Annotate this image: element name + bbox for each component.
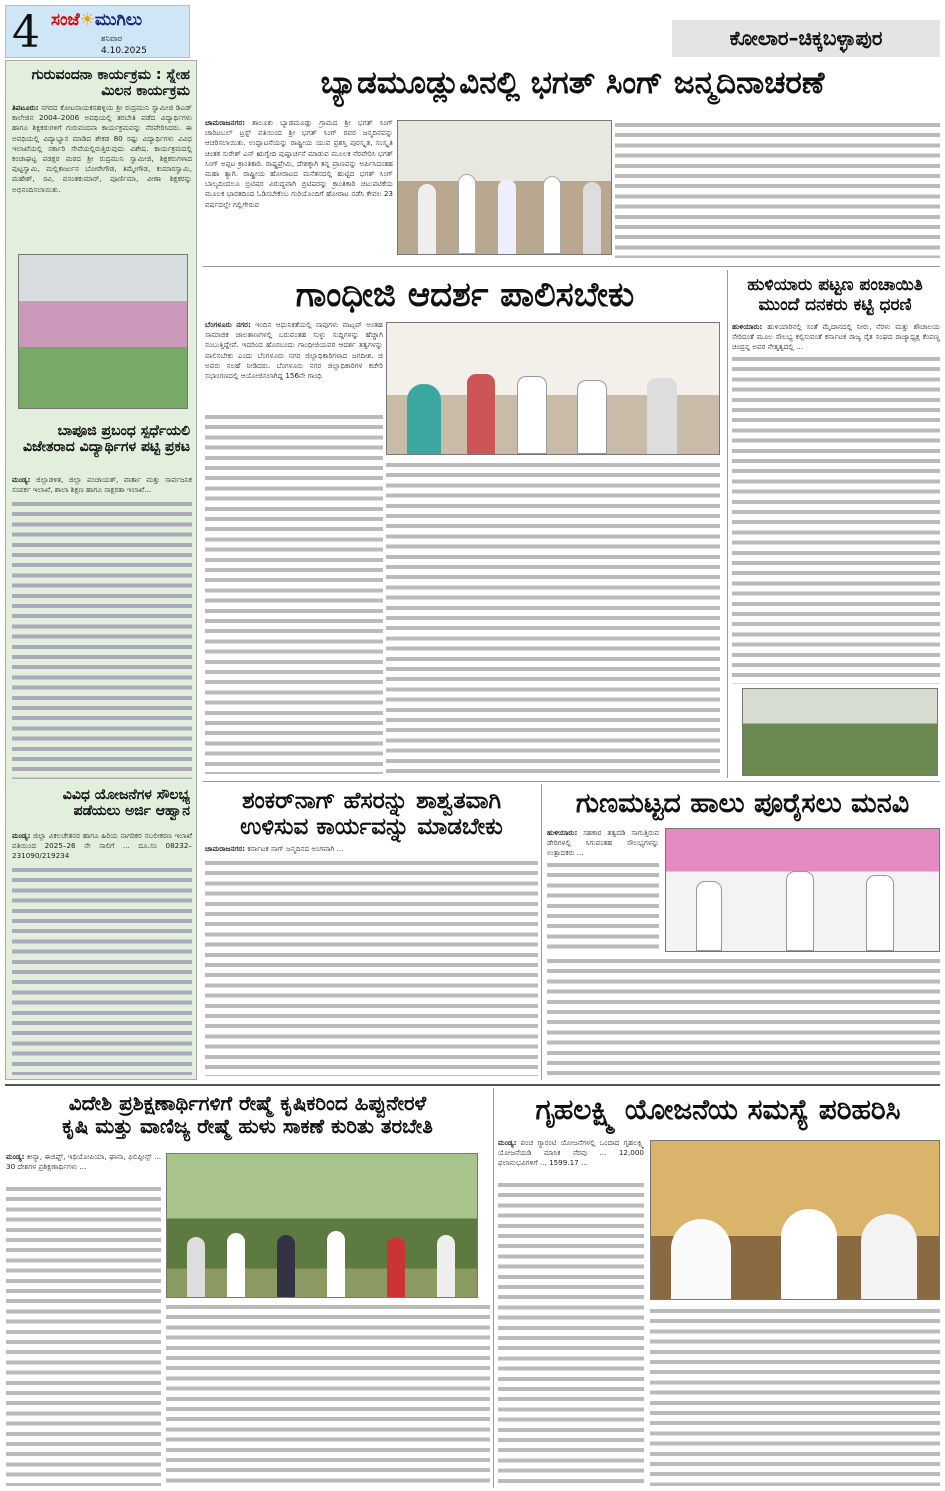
text-block [12, 865, 192, 1075]
text-block [615, 120, 940, 258]
text-block [205, 858, 538, 1076]
masthead-logo [5, 5, 190, 58]
article-body: ಮಂಡ್ಯ: ಜಿಲ್ಲಾ ವಿಕಲಚೇತನರ ಹಾಗೂ ಹಿರಿಯ ನಾಗರಿಕರ ಸಬಲೀಕರಣ ಇಲಾಖೆ ವತಿಯಿಂದ 2025–26 ನೇ ಸಾಲಿಗೆ ... ದೂ.ಸಂ 08232–231090/219234 [12, 831, 192, 861]
news-photo [665, 828, 940, 952]
article-body: ಮಂಡ್ಯ: ಜಿಲ್ಲಾಡಳಿತ, ಜಿಲ್ಲಾ ಪಂಚಾಯತ್, ವಾರ್ತಾ ಮತ್ತು ಸಾರ್ವಜನಿಕ ಸಂಪರ್ಕ ಇಲಾಖೆ, ಶಾಲಾ ಶಿಕ್ಷಣ ಹಾಗೂ ಸಾಕ್ಷರತಾ ಇಲಾಖೆ... [12, 475, 192, 495]
news-photo [742, 688, 938, 776]
sidebar [5, 60, 197, 1080]
headline: ಗಾಂಧೀಜಿ ಆದರ್ಶ ಪಾಲಿಸಬೇಕು [295, 275, 635, 315]
issue-date: 4.10.2025 [101, 46, 147, 56]
issue-day: ಶನಿವಾರ [101, 34, 123, 43]
text-block [732, 354, 940, 684]
article-body: ತಿಪಟೂರು: ನಗರದ ಕೋಟನಾಯಕನಹಳ್ಳಿಯ ಶ್ರೀ ರುದ್ರಮುನಿ ಸ್ವಾಮೀಜಿ ಡಿಎಡ್ ಕಾಲೇಜಿನ 2004–2006 ಅವಧಿಯಲ್ಲಿ ತರಬೇತಿ ಪಡೆದ ವಿದ್ಯಾರ್ಥಿಗಳು ಹಾಗೂ ಶಿಕ್ಷಕರುಗಳಿಗೆ ಗುರುವಂದನಾ ಕಾರ್ಯಕ್ರಮವನ್ನು ನೆರವೇರಿಸಿದರು. ಈ ಅವಧಿಯಲ್ಲಿ ವಿದ್ಯಾಭ್ಯಾಸ ಮಾಡಿದ ಶೇಕಡ 80 ರಷ್ಟು ವಿದ್ಯಾರ್ಥಿಗಳು ವಿವಿಧ ಇಲಾಖೆಯಲ್ಲಿ ಸರ್ಕಾರಿ ಸೇವೆಯಲ್ಲಿರುತ್ತಿರುವುದು ವಿಶೇಷ. ಕಾರ್ಯಕ್ರಮದಲ್ಲಿ ಕಂಚಾಘಟ್ಟ ಪಡಕ್ಷರ ಮಠದ ಶ್ರೀ ರುದ್ರಮುನಿ ಸ್ವಾಮೀಜಿ, ಶಿಕ್ಷಕರುಗಳಾದ ಪುಟ್ಟಸ್ವಾಮಿ, ಮಲ್ಲಿಕಾರ್ಜುನ ಬೋರೇಗೌಡ, ತಿಮ್ಮೇಗೌಡ, ಕುಮಾರಸ್ವಾಮಿ, ಮಹೇಶ್, ರವಿ, ವಸಂತಕುಮಾರ್, ಪೂರ್ಣಿಮಾ, ವೀಣಾ ಶಿಕ್ಷಕರನ್ನು ಅಭಿನಂದಿಸಲಾಯಿತು. [12, 103, 192, 194]
text-block [547, 956, 940, 1076]
article-body: ಬೆಂಗಳೂರು ನಗರ: ಇಂದಿನ ಆಧುನಿಕತೆಯಲ್ಲಿ ನಾವುಗಳು ವಾಟ್ಸಪ್ ಅಂತಹ ಸಾಮಾಜಿಕ ಜಾಲತಾಣಗಳಲ್ಲಿ ಬರುವಂತಹ ಸುಳ್ಳು ಸುದ್ದಿಗಳನ್ನು ಹೆಚ್ಚಾಗಿ ನಂಬುತ್ತಿದ್ದೇವೆ. ಇದರಿಂದ ಹೊರಬಂದು ಗಾಂಧೀಜಿಯವರ ಆದರ್ಶ ತತ್ವಗಳನ್ನು ಪಾಲಿಸಬೇಕು ಎಂದು ಬೆಂಗಳೂರು ನಗರ ಜಿಲ್ಲಾಧಿಕಾರಿಗಳಾದ ಜಗದೀಶ. ಜಿ ಅವರು ಸಲಹೆ ನೀಡಿದರು. ಬೆಂಗಳೂರು ನಗರ ಜಿಲ್ಲಾಧಿಕಾರಿಗಳ ಕಚೇರಿ ಸಭಾಂಗಣದಲ್ಲಿ ಆಯೋಜಿಸಲಾಗಿದ್ದ 156ನೇ ಗಾಂಧಿ [205, 320, 383, 381]
text-block [205, 412, 383, 774]
news-photo [397, 120, 612, 255]
section-title: ಕೋಲಾರ–ಚಿಕ್ಕಬಳ್ಳಾಪುರ [672, 20, 940, 57]
news-photo [650, 1140, 940, 1300]
article-body: ಮಂಡ್ಯ: ಪಂಚ ಗ್ಯಾರಂಟಿ ಯೋಜನೆಗಳಲ್ಲಿ ಒಂದಾದ ಗೃಹಲಕ್ಷ್ಮಿ ಯೋಜನೆಯಡಿ ಮಾಸಿಕ ನೆರವು ... 12,000 ಫಲಾನುಭವಿಗಳಿಗೆ ... 1599.17 ... [498, 1138, 644, 1168]
headline: ಗುರುವಂದನಾ ಕಾರ್ಯಕ್ರಮ : ಸ್ನೇಹ ಮಿಲನ ಕಾರ್ಯಕ್ರಮ [31, 67, 190, 100]
news-photo [18, 254, 188, 409]
text-block [6, 1184, 161, 1486]
text-block [547, 860, 659, 952]
headline: ವಿದೇಶಿ ಪ್ರಶಿಕ್ಷಣಾರ್ಥಿಗಳಿಗೆ ರೇಷ್ಮೆ ಕೃಷಿಕರಿಂದ ಹಿಪ್ಪುನೇರಳೆ ಕೃಷಿ ಮತ್ತು ವಾಣಿಜ್ಯ ರೇಷ್ಮೆ ಹುಳು ಸಾಕಣೆ ಕುರಿತು ತರಬೇತಿ [62, 1091, 433, 1138]
text-block [12, 499, 192, 779]
page-number: 4 [12, 7, 40, 58]
article-body: ಹುಳಿಯಾರು: ಸಹಕಾರ ತತ್ವದಡಿ ಸಾಗುತ್ತಿರುವ ಡೇರಿಗಳಲ್ಲಿ ಸಿಗುವಂತಹ ಸೌಲಭ್ಯಗಳನ್ನು ಉತ್ಪಾದಕರು ... [547, 828, 659, 858]
article-body: ಚಾಮರಾಜನಗರ: ತಾಲೂಕು ಬ್ಯಾಡಮೂಡ್ಲು ಗ್ರಾಮದ ಶ್ರೀ ಭಗತ್ ಸಿಂಗ್ ಚಾರಿಟಬಲ್ ಟ್ರಸ್ಟ್ ವತಿಯಿಂದ ಶ್ರೀ ಭಗತ್ ಸಿಂಗ್ ರವರ ಜನ್ಮದಿನವನ್ನು ಆಚರಿಸಲಾಯಿತು. ಉದ್ಘಾಟನೆಯನ್ನು ರಾಷ್ಟ್ರೀಯ ಯುವ ಪ್ರಶಸ್ತಿ ಪುರಸ್ಕೃತ, ಸಂಸ್ಕೃತಿ ಚಿಂತಕ ಸುರೇಶ್ ಎನ್ ಋಗ್ವೇದಿ ಪುಷ್ಪಾರ್ಚನೆ ಮಾಡುವ ಮೂಲಕ ನೆರವೇರಿಸಿ ಭಗತ್ ಸಿಂಗ್ ಅಪ್ಪಟ ಕ್ರಾಂತಿಕಾರಿ. ರಾಷ್ಟ್ರಪ್ರೇಮಿ, ದೇಶಕ್ಕಾಗಿ ತನ್ನ ಪ್ರಾಣವನ್ನು ಅರ್ಪಿಸಿದಂತಹ ಮಹಾ ತ್ಯಾಗಿ. ರಾಷ್ಟ್ರೀಯ ಹೋರಾಟದ ಮನೆತನದಲ್ಲಿ ಹುಟ್ಟಿದ ಭಗತ್ ಸಿಂಗ್ ಬಾಲ್ಯದಿಂದಲೂ ಬ್ರಿಟಿಷರ ವಿರುದ್ಧವಾಗಿ ಬ್ರಿಟಿಷರನ್ನು ಕ್ರಾಂತಿಕಾರಿ ಚಟುವಟಿಕೆಯ ಮೂಲಕ ಭಾರತದಿಂದ ಓಡಿಸಬೇಕೆಂಬ ಗುರಿಯೊಂದಿಗೆ ಹೋರಾಟ ನಡೆಸಿ ಕೇವಲ 23 ವರ್ಷದಲ್ಲೇ ಗಲ್ಲಿಗೇರುವ [205, 118, 393, 209]
headline: ಶಂಕರ್‌ನಾಗ್ ಹೆಸರನ್ನು ಶಾಶ್ವತವಾಗಿ ಉಳಿಸುವ ಕಾರ್ಯವನ್ನು ಮಾಡಬೇಕು [240, 788, 503, 841]
headline: ಗುಣಮಟ್ಟದ ಹಾಲು ಪೂರೈಸಲು ಮನವಿ [575, 788, 910, 819]
article-body: ಚಾಮರಾಜನಗರ: ಕರ್ನಾಟಕ ನಾಗ್ ಜನ್ಮದಿನದ ಅಂಗವಾಗಿ ... [205, 844, 344, 853]
article-body: ಹುಳಿಯಾರು: ಹುಳಿಯಾರಿನಲ್ಲಿ ಸಂತೆ ಮೈದಾನದಲ್ಲಿ ನೀರು, ನೆರಳು ಮತ್ತು ಶೌಚಾಲಯ ಸೇರಿದಂತೆ ಮೂಲ ಸೌಲಭ್ಯ ಕಲ್ಪಿಸುವಂತೆ ಕರ್ನಾಟಕ ರಾಜ್ಯ ರೈತ ಸಂಘದ ರಾಜ್ಯಾಧ್ಯಕ್ಷ ಕೆಂಪಣ್ಣ ಚಿಂದ್ರನ್ನ ಅವರ ನೇತೃತ್ವದಲ್ಲಿ ... [732, 322, 940, 352]
newspaper-name: ಸಂಜೆ☀ಮುಗಿಲು [51, 10, 143, 30]
headline: ಹುಳಿಯಾರು ಪಟ್ಟಣ ಪಂಚಾಯಿತಿ ಮುಂದೆ ದನಕರು ಕಟ್ಟಿ ಧರಣಿ [747, 275, 923, 315]
headline: ಬಾಪೂಜಿ ಪ್ರಬಂಧ ಸ್ಪರ್ಧೆಯಲಿ ವಿಜೇತರಾದ ವಿದ್ಯಾರ್ಥಿಗಳ ಪಟ್ಟಿ ಪ್ರಕಟ [22, 423, 190, 456]
headline: ಗೃಹಲಕ್ಷ್ಮಿ ಯೋಜನೆಯ ಸಮಸ್ಯೆ ಪರಿಹರಿಸಿ [535, 1093, 901, 1126]
headline: ವಿವಿಧ ಯೋಜನೆಗಳ ಸೌಲಭ್ಯ ಪಡೆಯಲು ಅರ್ಜಿ ಆಹ್ವಾನ [62, 787, 190, 820]
text-block [166, 1302, 490, 1486]
text-block [386, 460, 720, 774]
article-body: ಮಂಡ್ಯ: ಕೀನ್ಯಾ, ಈಜಿಪ್ಟ್, ಇಥಿಯೋಪಿಯಾ, ಘಾನಾ, ಫಿಲಿಪ್ಪೀನ್ಸ್ ... 30 ದೇಶಗಳ ಪ್ರಶಿಕ್ಷಣಾರ್ಥಿಗಳು ... [6, 1152, 161, 1172]
lead-headline: ಬ್ಯಾಡಮೂಡ್ಲುವಿನಲ್ಲಿ ಭಗತ್ ಸಿಂಗ್ ಜನ್ಮದಿನಾಚರಣೆ [320, 65, 825, 101]
news-photo [166, 1153, 478, 1298]
text-block [498, 1180, 644, 1486]
text-block [650, 1306, 940, 1486]
news-photo [386, 322, 720, 455]
